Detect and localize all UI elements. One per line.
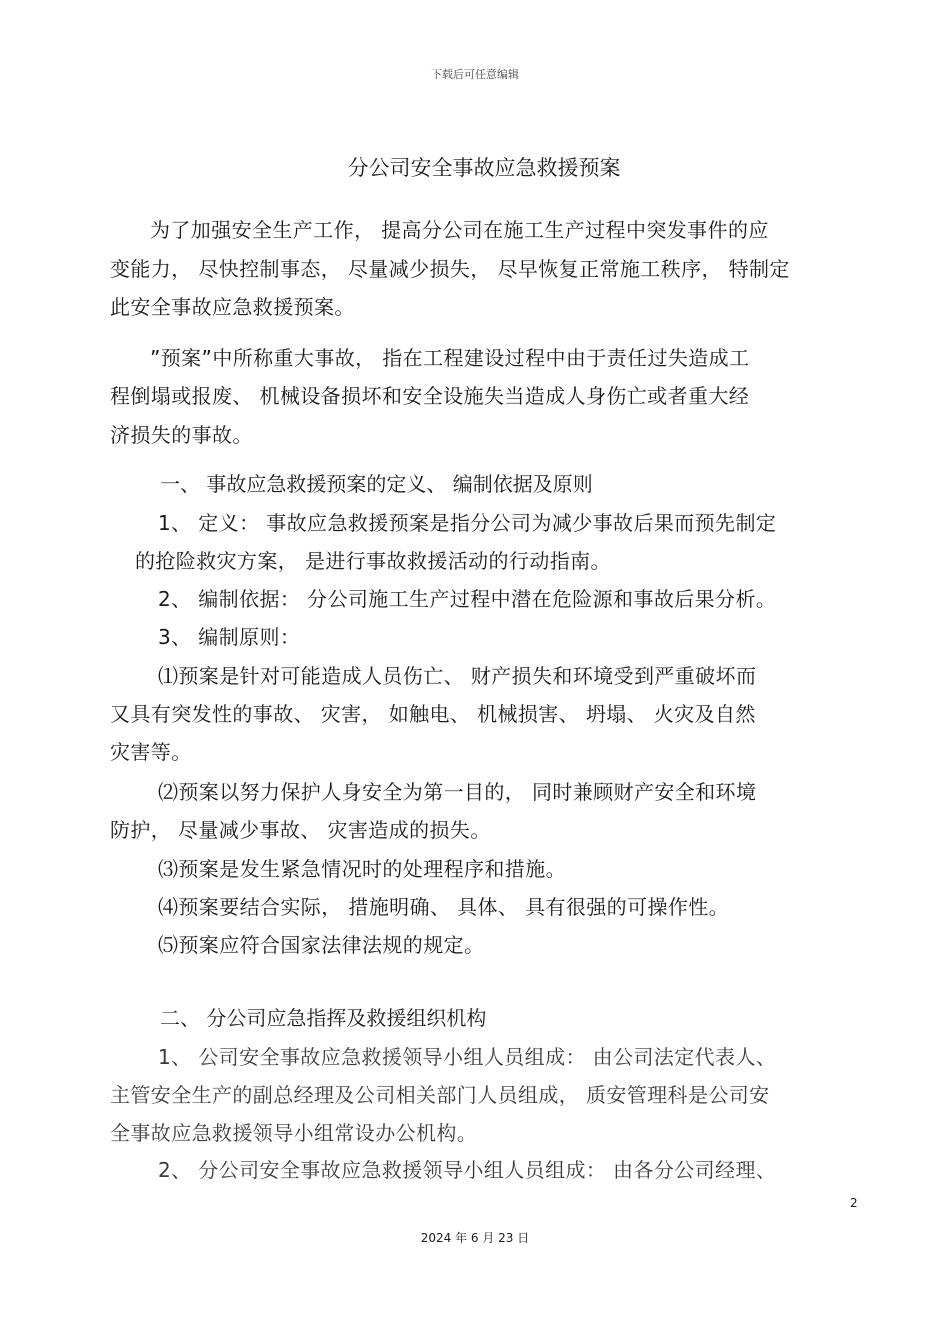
paragraph-line: 又具有突发性的事故、 灾害， 如触电、 机械损害、 坍塌、 火灾及自然 [110, 702, 756, 726]
paragraph-line: 此安全事故应急救援预案。 [110, 295, 355, 319]
document-title: 分公司安全事故应急救援预案 [347, 156, 621, 180]
paragraph-line: ⑸预案应符合国家法律法规的规定。 [158, 933, 485, 957]
paragraph-line: ⑴预案是针对可能造成人员伤亡、 财产损失和环境受到严重破坏而 [158, 664, 757, 688]
paragraph-line: 3、 编制原则： [158, 625, 301, 649]
section-heading-2: 二、 分公司应急指挥及救援组织机构 [160, 1006, 487, 1030]
paragraph-line: ⑵预案以努力保护人身安全为第一目的， 同时兼顾财产安全和环境 [158, 780, 757, 804]
paragraph-line: 2、 分公司安全事故应急救援领导小组人员组成： 由各分公司经理、 [158, 1158, 777, 1182]
page-number: 2 [850, 1196, 858, 1210]
paragraph-line: 程倒塌或报废、 机械设备损坏和安全设施失当造成人身伤亡或者重大经 [110, 384, 750, 408]
paragraph-line: 1、 公司安全事故应急救援领导小组人员组成： 由公司法定代表人、 [158, 1045, 777, 1069]
paragraph-line: ⑷预案要结合实际， 措施明确、 具体、 具有很强的可操作性。 [158, 895, 730, 919]
paragraph-line: 防护， 尽量减少事故、 灾害造成的损失。 [110, 818, 491, 842]
paragraph-line: 1、 定义： 事故应急救援预案是指分公司为减少事故后果而预先制定 [158, 511, 777, 535]
page-header-note: 下载后可任意编辑 [431, 68, 519, 81]
paragraph-line: 变能力， 尽快控制事态， 尽量减少损失， 尽早恢复正常施工秩序， 特制定 [110, 257, 790, 281]
paragraph-line: 的抢险救灾方案， 是进行事故救援活动的行动指南。 [135, 549, 611, 573]
paragraph-line: 灾害等。 [110, 740, 192, 764]
paragraph-line: 2、 编制依据： 分公司施工生产过程中潜在危险源和事故后果分析。 [158, 587, 777, 611]
paragraph-line: 全事故应急救援领导小组常设办公机构。 [110, 1121, 478, 1145]
paragraph-line: 主管安全生产的副总经理及公司相关部门人员组成， 质安管理科是公司安 [110, 1083, 770, 1107]
paragraph-line: 为了加强安全生产工作， 提高分公司在施工生产过程中突发事件的应 [150, 218, 769, 242]
section-heading-1: 一、 事故应急救援预案的定义、 编制依据及原则 [160, 472, 593, 496]
paragraph-line: ”预案”中所称重大事故， 指在工程建设过程中由于责任过失造成工 [150, 346, 750, 370]
paragraph-line: 济损失的事故。 [110, 423, 253, 447]
paragraph-line: ⑶预案是发生紧急情况时的处理程序和措施。 [158, 857, 566, 881]
footer-date: 2024 年 6 月 23 日 [420, 1231, 530, 1245]
